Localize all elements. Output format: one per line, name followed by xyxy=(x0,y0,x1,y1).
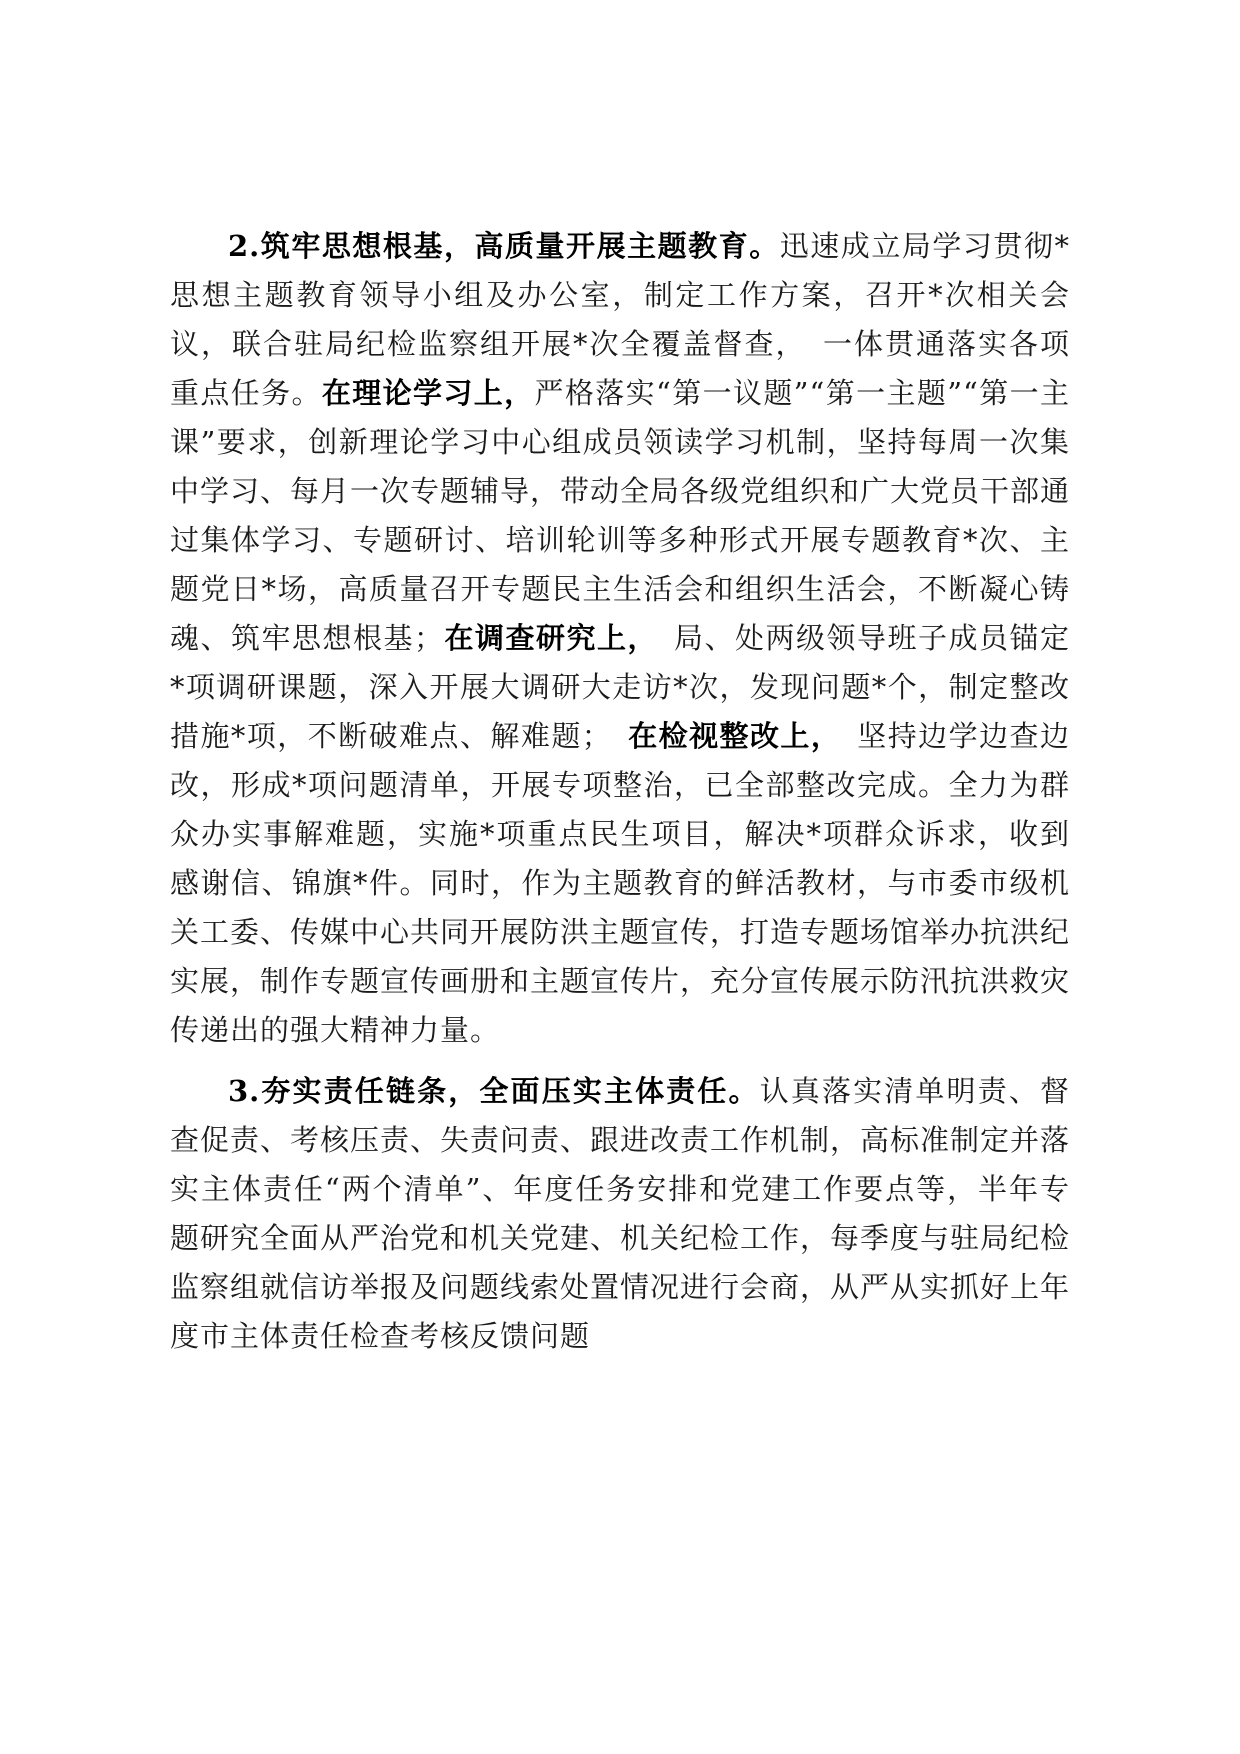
subheading-investigation-research: 在调查研究上， xyxy=(444,621,644,655)
paragraph-text: 认真落实清单明责、督查促责、考核压责、失责问责、跟进改责工作机制，高标准制定并落实主体责任“两个清单”、年度任务安排和党建工作要点等，半年专题研究全面从严治党和机关党建、机关纪检工作，每季度与驻局纪检监察组就信访举报及问题线索处置情况进行会商，从严从实抓好上年度市主体责任检查考核反馈问题 xyxy=(170,1074,1071,1353)
paragraph-heading: 3.夯实责任链条，全面压实主体责任。 xyxy=(228,1074,760,1108)
paragraph-ideological-foundation xyxy=(170,222,1070,1055)
subheading-theory-study: 在理论学习上， xyxy=(321,376,535,410)
paragraph-text: 严格落实“第一议题”“第一主题”“第一主课”要求，创新理论学习中心组成员领读学习机制，坚持每周一次集中学习、每月一次专题辅导，带动全局各级党组织和广大党员干部通过集体学习、专题研讨、培训轮训等多种形式开展专题教育*次、主题党日*场，高质量召开专题民主生活会和组织生活会，不断凝心铸魂、筑牢思想根基； xyxy=(170,376,1071,655)
paragraph-heading: 2.筑牢思想根基，高质量开展主题教育。 xyxy=(228,229,780,263)
paragraph-text: 迅速成立局学习贯彻*思想主题教育领导小组及办公室，制定工作方案，召开*次相关会议，联合驻局纪检监察组开展*次全覆盖督查， 一体贯通落实各项重点任务。 xyxy=(170,229,1070,410)
subheading-inspection-rectification: 在检视整改上， xyxy=(628,719,827,753)
document-body xyxy=(170,222,1070,1361)
paragraph-text: 局、处两级领导班子成员锚定*项调研课题，深入开展大调研大走访*次，发现问题*个，制定整改措施*项，不断破难点、解难题； xyxy=(170,621,1070,753)
paragraph-responsibility-chain xyxy=(170,1067,1070,1361)
paragraph-text: 坚持边学边查边改，形成*项问题清单，开展专项整治，已全部整改完成。全力为群众办实事解难题，实施*项重点民生项目，解决*项群众诉求，收到感谢信、锦旗*件。同时，作为主题教育的鲜活教材，与市委市级机关工委、传媒中心共同开展防洪主题宣传，打造专题场馆举办抗洪纪实展，制作专题宣传画册和主题宣传片，充分宣传展示防汛抗洪救灾传递出的强大精神力量。 xyxy=(170,719,1071,1047)
